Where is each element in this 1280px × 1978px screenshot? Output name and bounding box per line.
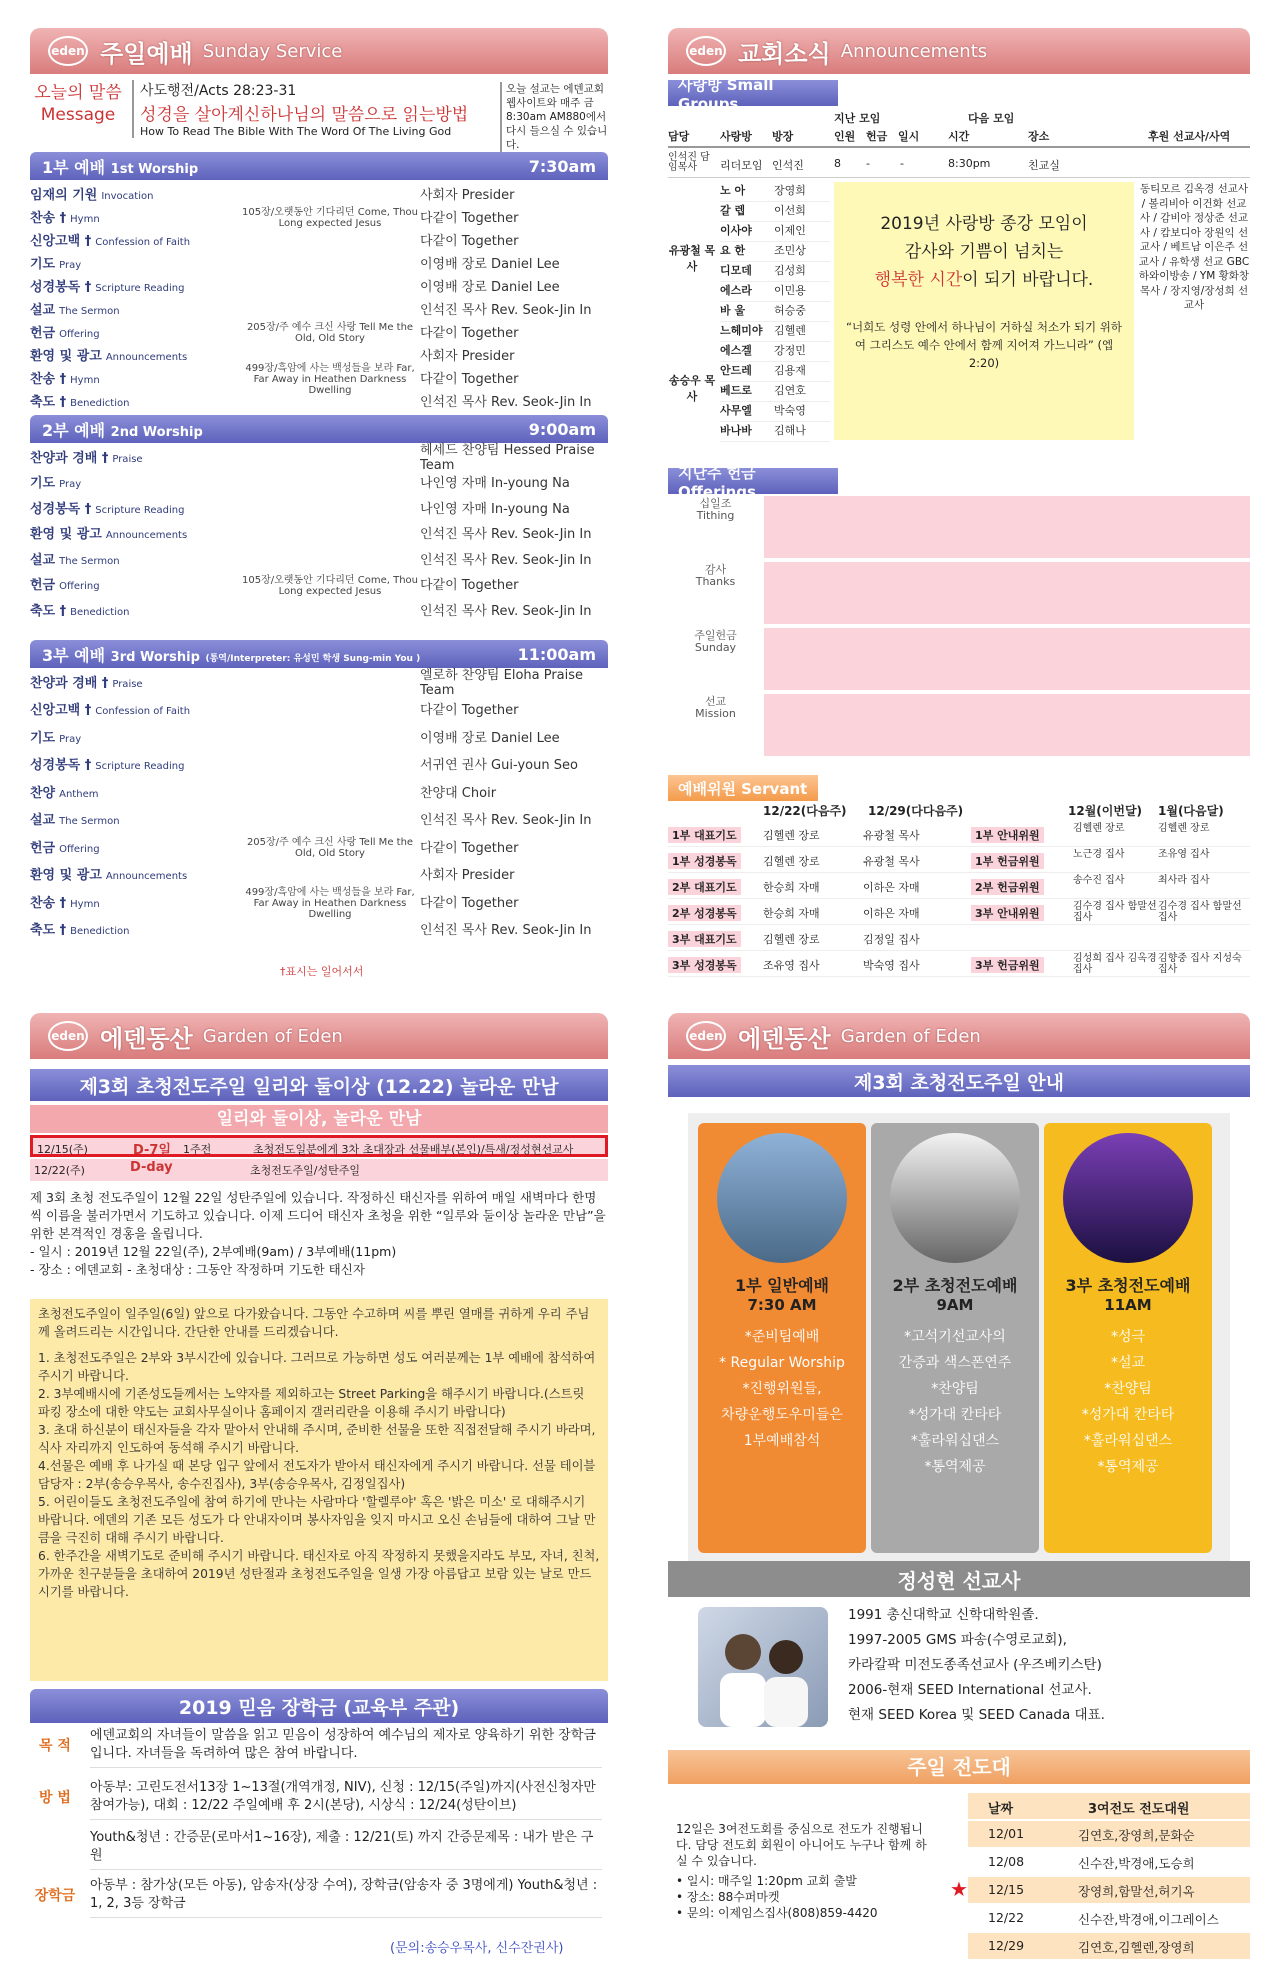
item-en: The Sermon <box>59 816 120 827</box>
garden-section <box>30 1013 608 1963</box>
item-ko: 환영 및 광고 <box>30 868 102 883</box>
offering-row: 주일헌금 Sunday <box>668 628 1250 690</box>
item-en: Scripture Reading <box>95 761 185 772</box>
hymn-title: 105장/오랫동안 기다리던 Come, Thou Long expected Jesus <box>241 207 418 229</box>
scholarship-label: 방 법 <box>39 1790 71 1806</box>
servant-col-head: 12월(이번달) <box>1068 804 1143 818</box>
sg-missions: 동티모르 김옥경 선교사 / 볼리비아 이건화 선교사 / 감비아 정상준 선교사 / 캄보디아 장원익 선교사 / 베트남 이은주 선교사 / 유학생 선교 GBC하와이방송 / YM 황화창 목사 / 장지영/장성희 선교사 <box>1138 183 1250 311</box>
item-ko: 기도 <box>30 730 56 746</box>
item-en: Announcements <box>105 351 188 363</box>
item-en: Anthem <box>59 788 99 800</box>
item-en: Pray <box>59 479 82 490</box>
event-intro: 제 3회 초청 전도주일이 12월 22일 성탄주일에 있습니다. 작정하신 태신자를 위하여 매일 새벽마다 한명씩 이름을 불러가면서 기도하고 있습니다. 이제 드디어 태신자 초청을 위한 “일루와 둘이상 놀라운 만남”을 위한 본격적인 경홍을 올립니다. - 일시 : 2019년 12월 22일(주), 2부예배(9am) / 3부예배(11pm) - 장소 : 에덴교회 - 초청대상 : 그동안 작정하며 기도한 태신자 <box>30 1190 606 1277</box>
item-leader: 다같이 Together <box>420 233 519 249</box>
sg-group-row: 느헤미야 김헬렌 <box>720 322 830 342</box>
word-label: 오늘의 말씀 <box>34 83 122 103</box>
sg-group-row: 에스겔 강정민 <box>720 342 830 362</box>
sg-pastor: 유광철 목 사 <box>668 244 716 273</box>
evangelism-bullet: • 일시: 매주일 1:20pm 교회 출발 <box>676 1874 857 1888</box>
service-time: 11:00am <box>517 644 596 664</box>
notes-list <box>38 1349 600 1601</box>
servant-col-head: 1월(다음달) <box>1158 804 1224 818</box>
item-en: Scripture Reading <box>95 504 185 516</box>
invite-card <box>871 1123 1039 1553</box>
sg-message: 2019년 사랑방 종강 모임이 감사와 기쁨이 넘치는 행복한 시간이 되기 바랍니다. “너희도 성령 안에서 하나님이 거하실 처소가 되기 위하여 그리스도 예수 안에서 함께 지어져 가느니라” (엡2:20) <box>834 182 1134 440</box>
garden-title-en: Garden of Eden <box>202 1025 343 1047</box>
item-ko: 축도 † <box>30 923 67 938</box>
item-leader: 다같이 Together <box>420 325 519 341</box>
item-ko: 설교 <box>30 302 56 318</box>
item-ko: 성경봉독 † <box>30 501 92 517</box>
notes-item: 4.선물은 예배 후 나가실 때 본당 입구 앞에서 전도자가 받아서 태신자에게 주시기 바랍니다. 선물 테이블 담당자 : 2부(송승우목사, 송수진집사), 3부(송승우목사, 김정일집사) <box>38 1459 596 1491</box>
word-title-en: How To Read The Bible With The Word Of The Living God <box>140 125 452 138</box>
card-item: *찬양팀 <box>931 1381 979 1397</box>
servant-col-head: 12/29(다다음주) <box>868 804 964 818</box>
item-leader: 이영배 장로 Daniel Lee <box>420 256 560 272</box>
service-item <box>30 573 608 595</box>
worship-hall-photo-icon <box>717 1133 847 1263</box>
service-item <box>30 522 608 544</box>
service-item <box>30 362 608 396</box>
card-time: 9AM <box>936 1296 974 1314</box>
scholarship-text: 아동부 : 참가상(모든 아동), 암송자(상장 수여), 장학금(암송자 중 3명에게) Youth&청년 : 1, 2, 3등 장학금 <box>90 1877 602 1918</box>
item-en: Scripture Reading <box>95 282 185 294</box>
worship-header <box>30 28 608 74</box>
card-item: *진행위원들, <box>742 1381 822 1397</box>
evangelism-bullet: • 문의: 이제임스집사(808)859-4420 <box>676 1906 878 1920</box>
item-ko: 헌금 <box>30 578 56 593</box>
evangelism-row: 12/29 김연호,김헬렌,장영희 <box>968 1933 1250 1959</box>
event-title: 제3회 초청전도주일 일리와 둘이상 (12.22) 놀라운 만남 <box>30 1069 608 1101</box>
service-item <box>30 668 608 698</box>
small-groups-title: 사랑방 Small Groups <box>668 80 838 106</box>
service-item <box>30 297 608 319</box>
worship-section <box>30 28 608 988</box>
scholarship-text: Youth&청년 : 간증문(로마서1~16장), 제출 : 12/21(토) 까지 간증문제목 : 내가 받은 구원 <box>90 1829 602 1870</box>
sg-group-row: 갈 렙 이선희 <box>720 202 830 222</box>
item-ko: 축도 † <box>30 603 67 619</box>
evangelism-row: 12/01 김연호,장영희,문화순 <box>968 1821 1250 1847</box>
news-title-en: Announcements <box>840 40 988 62</box>
card-name: 3부 초청전도예배 <box>1065 1276 1191 1295</box>
item-en: Offering <box>59 328 100 340</box>
sg-group-row: 이사야 이제인 <box>720 222 830 242</box>
item-ko: 신앙고백 † <box>30 233 92 249</box>
bio-line: 1997-2005 GMS 파송(수영로교회), <box>848 1632 1067 1648</box>
item-leader: 엘로하 찬양팀 Eloha Praise Team <box>420 668 584 698</box>
service-item <box>30 274 608 296</box>
service-name: 3부 예배 3rd Worship (통역/Interpreter: 유성민 학생 Sung-min You ) <box>42 645 421 665</box>
item-leader: 다같이 Together <box>420 840 519 856</box>
card-item: * Regular Worship <box>719 1355 845 1371</box>
standing-footnote: †표시는 일어서서 <box>280 965 364 978</box>
notes-item: 3. 초대 하신분이 태신자들을 각자 맡아서 안내해 주시며, 준비한 선물을 또한 직접전달해 주시기 바라며, 식사 자리까지 인도하여 동석해 주시기 바랍니다. <box>38 1423 596 1455</box>
item-ko: 찬송 † <box>30 895 67 911</box>
evangelism-head: 날짜 3여전도 전도대원 <box>968 1793 1250 1819</box>
card-item: *훌라워십댄스 <box>910 1433 1000 1449</box>
item-ko: 기도 <box>30 476 56 491</box>
service-item <box>30 228 608 250</box>
evangelism-row: 12/22 신수잔,박경애,이그레이스 <box>988 1910 1219 1927</box>
item-ko: 찬양과 경배 † <box>30 450 109 466</box>
card-time: 11AM <box>1104 1296 1152 1314</box>
offering-row: 십일조 Tithing <box>668 496 1250 558</box>
item-en: Invocation <box>101 190 154 202</box>
item-en: Hymn <box>70 898 100 910</box>
item-leader: 인석진 목사 Rev. Seok-Jin In <box>420 603 592 619</box>
invite-section <box>668 1013 1250 1968</box>
service-item <box>30 698 608 720</box>
garden-title: 에덴동산 <box>100 1024 193 1053</box>
evangelism-bullet: • 장소: 88수퍼마켓 <box>676 1890 780 1904</box>
card-item: *준비팀예배 <box>744 1329 820 1345</box>
item-leader: 다같이 Together <box>420 578 519 593</box>
item-leader: 나인영 자매 In-young Na <box>420 476 570 491</box>
eden-logo-icon: eden <box>48 36 88 66</box>
item-ko: 환영 및 광고 <box>30 348 102 364</box>
word-ref: 사도행전/Acts 28:23-31 <box>140 83 297 99</box>
item-ko: 설교 <box>30 813 56 828</box>
missionary-couple-icon <box>698 1607 828 1727</box>
service-item <box>30 471 608 493</box>
sg-group-row: 바 울 허승중 <box>720 302 830 322</box>
notes-item: 2. 3부예배시에 기존성도들께서는 노약자를 제외하고는 Street Parking을 해주시기 바랍니다.(스트릿 파킹 장소에 대한 약도는 교회사무실이나 홈페이지 갤러리란을 이용해 주시기 바랍니다) <box>38 1387 585 1419</box>
service-bar <box>30 152 608 180</box>
item-en: Offering <box>59 581 100 592</box>
eden-logo-icon: eden <box>686 36 726 66</box>
item-leader: 찬양대 Choir <box>420 785 497 801</box>
item-en: Praise <box>112 453 143 465</box>
service-item <box>30 725 608 747</box>
small-groups-table <box>668 108 1250 478</box>
service-name: 2부 예배 2nd Worship <box>42 420 203 440</box>
evangelism-row: 12/08 신수잔,박경애,도승희 <box>988 1854 1195 1871</box>
word-title: 성경을 살아계신하나님의 말씀으로 읽는방법 <box>140 105 469 125</box>
offering-value <box>764 694 1250 756</box>
item-leader: 사회자 Presider <box>420 348 515 364</box>
service-item <box>30 886 608 920</box>
bio-line: 2006-현재 SEED International 선교사. <box>848 1682 1092 1698</box>
servant-title: 예배위원 Servant <box>668 775 818 801</box>
item-en: Pray <box>59 259 82 271</box>
card-name: 2부 초청전도예배 <box>892 1276 1018 1295</box>
event-notes-box <box>30 1299 608 1681</box>
sg-header: 담당 사랑방 방장 지난 모임 인원 헌금 다음 모임 일시 시간 장소 후원 선교사/사역 <box>668 108 1250 148</box>
card-item: *통역제공 <box>924 1459 986 1475</box>
service-item <box>30 205 608 227</box>
notes-lead: 초청전도주일이 일주일(6일) 앞으로 다가왔습니다. 그동안 수고하며 씨를 뿌린 열매를 귀하게 우리 주님께 올려드리는 시간입니다. 간단한 안내를 드리겠습니다. <box>38 1307 590 1339</box>
sg-group-row: 에스라 이민용 <box>720 282 830 302</box>
servant-row: 1부 대표기도 김헬렌 장로 유광철 목사 1부 안내위원 김헬렌 장로 김헬렌 장로 <box>668 822 1250 847</box>
scholarship-table <box>30 1727 608 1937</box>
bio-line: 1991 총신대학교 신학대학원졸. <box>848 1607 1039 1623</box>
evangelism-info: 12일은 3여전도회를 중심으로 전도가 진행됩니다. 담당 전도회 회원이 아니어도 누구나 함께 하실 수 있습니다. • 일시: 매주일 1:20pm 교회 출발 • 장소: 88수퍼마켓 • 문의: 이제임스집사(808)859-4420 <box>676 1821 936 1921</box>
card-item: 간증과 색스폰연주 <box>898 1355 1012 1371</box>
evangelism-row: 12/15 장영희,함말선,허기옥 ★ <box>968 1877 1250 1903</box>
service-item <box>30 598 608 620</box>
service-item <box>30 808 608 830</box>
schedule-row: 12/15(주) D-7일 1주전 초청전도일분에게 3차 초대장과 선물배부(본인)/특새/정성현선교사 <box>30 1135 608 1157</box>
servant-row: 3부 성경봉독 조유영 집사 박숙영 집사 3부 헌금위원 김성희 집사 김옥경 집사 김향중 집사 지성숙 집사 <box>668 952 1250 977</box>
notes-item: 5. 어린이들도 초청전도주일에 참여 하기에 만나는 사람마다 '할렐루야' 혹은 '밝은 미소' 로 대해주시기 바랍니다. 에덴의 기존 모든 성도가 다 안내자이며 봉사자임을 잊지 마시고 오신 손님들에 대하여 그날 만큼을 극진히 대해 주시기 바랍니다. <box>38 1495 596 1545</box>
sg-leader-row: 인석진 담임목사 리더모임 인석진 8 - - 8:30pm 친교실 <box>668 152 1250 178</box>
news-title: 교회소식 <box>738 39 831 68</box>
item-ko: 찬양과 경배 † <box>30 675 109 691</box>
evangelism-table <box>950 1793 1250 1963</box>
item-en: Benediction <box>70 926 130 937</box>
offering-value <box>764 628 1250 690</box>
service-name: 1부 예배 1st Worship <box>42 157 199 177</box>
item-en: Offering <box>59 843 100 855</box>
service-item <box>30 320 608 342</box>
invite-header <box>668 1013 1250 1059</box>
hymn-title: 499장/흑암에 사는 백성들을 보라 Far, Far Away in Heathen Darkness Dwelling <box>245 362 415 396</box>
sg-group-row: 사무엘 박숙영 <box>720 402 830 422</box>
card-item: *통역제공 <box>1097 1459 1159 1475</box>
bio-line: 현재 SEED Korea 및 SEED Canada 대표. <box>848 1707 1105 1723</box>
item-en: Confession of Faith <box>95 236 191 248</box>
sg-group-row: 요 한 조민상 <box>720 242 830 262</box>
sg-verse: “너희도 성령 안에서 하나님이 거하실 처소가 되기 위하여 그리스도 예수 안에서 함께 지어져 가느니라” (엡2:20) <box>846 320 1122 370</box>
item-ko: 축도 † <box>30 394 67 410</box>
servant-table <box>668 800 1250 988</box>
item-ko: 찬송 † <box>30 371 67 387</box>
card-time: 7:30 AM <box>747 1296 817 1314</box>
item-ko: 헌금 <box>30 840 56 856</box>
service-item <box>30 835 608 857</box>
card-item: *성가대 칸타타 <box>908 1407 1002 1423</box>
offering-row: 감사 Thanks <box>668 562 1250 624</box>
servant-row: 1부 성경봉독 김헬렌 장로 유광철 목사 1부 헌금위원 노근경 집사 조유영 집사 <box>668 848 1250 873</box>
offerings-title: 지난주 헌금 Offerings <box>668 468 838 494</box>
invite-card <box>1044 1123 1212 1553</box>
item-leader: 인석진 목사 Rev. Seok-Jin In <box>420 813 592 828</box>
hymn-title: 205장/주 예수 크신 사랑 Tell Me the Old, Old Story <box>246 837 414 859</box>
evangelism-title: 주일 전도대 <box>668 1750 1250 1784</box>
item-leader: 이영배 장로 Daniel Lee <box>420 279 560 295</box>
card-item: *설교 <box>1110 1355 1146 1371</box>
card-item: *성극 <box>1110 1329 1146 1345</box>
saxophone-photo-icon <box>890 1133 1020 1263</box>
invite-title: 에덴동산 <box>738 1024 831 1053</box>
item-leader: 서귀연 권사 Gui-youn Seo <box>420 758 578 773</box>
item-en: Hymn <box>70 374 100 386</box>
service-item <box>30 547 608 569</box>
notes-item: 6. 한주간을 새벽기도로 준비해 주시기 바랍니다. 태신자로 아직 작정하지 못했을지라도 부모, 자녀, 친척, 가까운 친구분들을 초대하여 2019년 성탄절과 초청전도주일을 일생 가장 아름답고 보람 있는 날로 만드시기를 바랍니다. <box>38 1549 600 1599</box>
offering-value <box>764 496 1250 558</box>
item-ko: 성경봉독 † <box>30 279 92 295</box>
offering-row: 선교 Mission <box>668 694 1250 756</box>
item-ko: 기도 <box>30 256 56 272</box>
item-leader: 이영배 장로 Daniel Lee <box>420 730 560 746</box>
item-leader: 다같이 Together <box>420 371 519 387</box>
scholarship-text: 에덴교회의 자녀들이 말씀을 읽고 믿음이 성장하여 예수님의 제자로 양육하기 위한 장학금입니다. 자녀들을 독려하여 많은 참여 바랍니다. <box>90 1727 602 1768</box>
card-item: *찬양팀 <box>1104 1381 1152 1397</box>
invite-heading: 제3회 초청전도주일 안내 <box>668 1065 1250 1097</box>
item-leader: 나인영 자매 In-young Na <box>420 501 570 517</box>
item-leader: 사회자 Presider <box>420 187 515 203</box>
item-leader: 헤세드 찬양팀 Hessed Praise Team <box>420 443 595 473</box>
item-en: Benediction <box>70 606 130 618</box>
scholarship-text: 아동부: 고린도전서13장 1~13절(개역개정, NIV), 신청 : 12/15(주일)까지(사전신청자만참여가능), 대회 : 12/22 주일예배 후 2시(본당), 시상식 : 12/24(성탄이브) <box>90 1779 602 1820</box>
missionary-photo <box>698 1607 828 1727</box>
item-en: The Sermon <box>59 305 120 317</box>
invite-title-en: Garden of Eden <box>840 1025 981 1047</box>
servant-row: 2부 대표기도 한승희 자매 이하은 자매 2부 헌금위원 송수진 집사 최사라 집사 <box>668 874 1250 899</box>
missionary-title: 정성현 선교사 <box>668 1561 1250 1597</box>
item-ko: 임재의 기원 <box>30 187 98 203</box>
eden-logo-icon: eden <box>48 1021 88 1051</box>
service-item <box>30 182 608 204</box>
item-leader: 인석진 목사 Rev. Seok-Jin In <box>420 394 592 410</box>
item-en: Praise <box>112 678 143 690</box>
service-item <box>30 780 608 802</box>
garden-header <box>30 1013 608 1059</box>
service-time: 7:30am <box>528 156 596 176</box>
worship-title: 주일예배 <box>100 39 193 68</box>
notes-item: 1. 초청전도주일은 2부와 3부시간에 있습니다. 그러므로 가능하면 성도 여러분께는 1부 예배에 참석하여 주시기 바랍니다. <box>38 1351 596 1383</box>
item-en: The Sermon <box>59 555 120 567</box>
scholarship-label: 목 적 <box>39 1738 71 1754</box>
drama-stage-photo-icon <box>1063 1133 1193 1263</box>
worship-title-en: Sunday Service <box>202 40 343 62</box>
item-ko: 환영 및 광고 <box>30 527 102 542</box>
event-banner: 일리와 둘이상, 놀라운 만남 <box>30 1105 608 1133</box>
item-ko: 설교 <box>30 552 56 568</box>
scholarship-contact: (문의:송승우목사, 신수잔권사) <box>390 1941 564 1956</box>
news-header <box>668 28 1250 74</box>
sg-group-row: 디모데 김성희 <box>720 262 830 282</box>
hymn-title: 205장/주 예수 크신 사랑 Tell Me the Old, Old Story <box>246 322 414 344</box>
item-en: Confession of Faith <box>95 706 191 717</box>
servant-row: 3부 대표기도 김헬렌 장로 김정일 집사 <box>668 926 1250 951</box>
sg-pastor: 송승우 목 사 <box>668 374 716 403</box>
item-leader: 다같이 Together <box>420 703 519 718</box>
service-item <box>30 443 608 473</box>
card-item: *훌라워십댄스 <box>1083 1433 1173 1449</box>
item-leader: 인석진 목사 Rev. Seok-Jin In <box>420 923 592 938</box>
hymn-title: 105장/오랫동안 기다리던 Come, Thou Long expected Jesus <box>241 574 418 597</box>
offering-value <box>764 562 1250 624</box>
red-star-icon: ★ <box>950 1877 968 1901</box>
item-leader: 사회자 Presider <box>420 868 515 883</box>
word-label-en: Message <box>40 105 116 125</box>
service-item <box>30 753 608 775</box>
sg-group-row: 안드레 김용재 <box>720 362 830 382</box>
service-item <box>30 389 608 411</box>
service-item <box>30 863 608 885</box>
card-item: 1부예배참석 <box>743 1433 821 1449</box>
schedule-row: 12/22(주) D-day 초청전도주일/성탄주일 <box>30 1159 608 1181</box>
service-item <box>30 251 608 273</box>
event-schedule <box>30 1135 608 1185</box>
sg-group-row: 베드로 김연호 <box>720 382 830 402</box>
service-item <box>30 496 608 518</box>
offerings-table <box>668 496 1250 786</box>
missionary-bio <box>848 1603 1238 1728</box>
news-section <box>668 28 1250 988</box>
servant-col-head: 12/22(다음주) <box>763 804 847 818</box>
eden-logo-icon: eden <box>686 1021 726 1051</box>
item-en: Pray <box>59 733 82 745</box>
item-en: Announcements <box>105 530 188 541</box>
hymn-title: 499장/흑암에 사는 백성들을 보라 Far, Far Away in Heathen Darkness Dwelling <box>245 886 415 920</box>
item-ko: 찬송 † <box>30 210 67 226</box>
service-item <box>30 918 608 940</box>
item-leader: 인석진 목사 Rev. Seok-Jin In <box>420 527 592 542</box>
item-en: Announcements <box>105 871 188 882</box>
item-ko: 성경봉독 † <box>30 758 92 773</box>
scholarship-title: 2019 믿음 장학금 (교육부 주관) <box>30 1689 608 1723</box>
item-en: Hymn <box>70 213 100 225</box>
item-leader: 인석진 목사 Rev. Seok-Jin In <box>420 302 592 318</box>
item-en: Benediction <box>70 397 130 409</box>
bio-line: 카라칼팍 미전도종족선교사 (우즈베키스탄) <box>848 1657 1102 1673</box>
scholarship-label: 장학금 <box>34 1888 76 1904</box>
item-ko: 헌금 <box>30 325 56 341</box>
item-leader: 인석진 목사 Rev. Seok-Jin In <box>420 552 592 568</box>
sg-group-row: 노 아 장영희 <box>720 182 830 202</box>
service-time: 9:00am <box>528 419 596 439</box>
item-leader: 다같이 Together <box>420 895 519 911</box>
item-ko: 신앙고백 † <box>30 703 92 718</box>
item-leader: 다같이 Together <box>420 210 519 226</box>
card-item: 차량운행도우미들은 <box>721 1407 843 1423</box>
item-ko: 찬양 <box>30 785 56 801</box>
rebroadcast-notice: 오늘 설교는 에덴교회 웹사이트와 매주 금 8:30am AM880에서 다시 들으실 수 있습니다. <box>500 82 608 152</box>
card-item: *성가대 칸타타 <box>1081 1407 1175 1423</box>
sg-group-row: 바나바 김해나 <box>720 422 830 442</box>
invite-card <box>698 1123 866 1553</box>
card-name: 1부 일반예배 <box>735 1276 829 1295</box>
servant-row: 2부 성경봉독 한승희 자매 이하은 자매 3부 안내위원 김수경 집사 함말선 집사 김수경 집사 함말선 집사 <box>668 900 1250 925</box>
card-item: *고석기선교사의 <box>904 1329 1006 1345</box>
